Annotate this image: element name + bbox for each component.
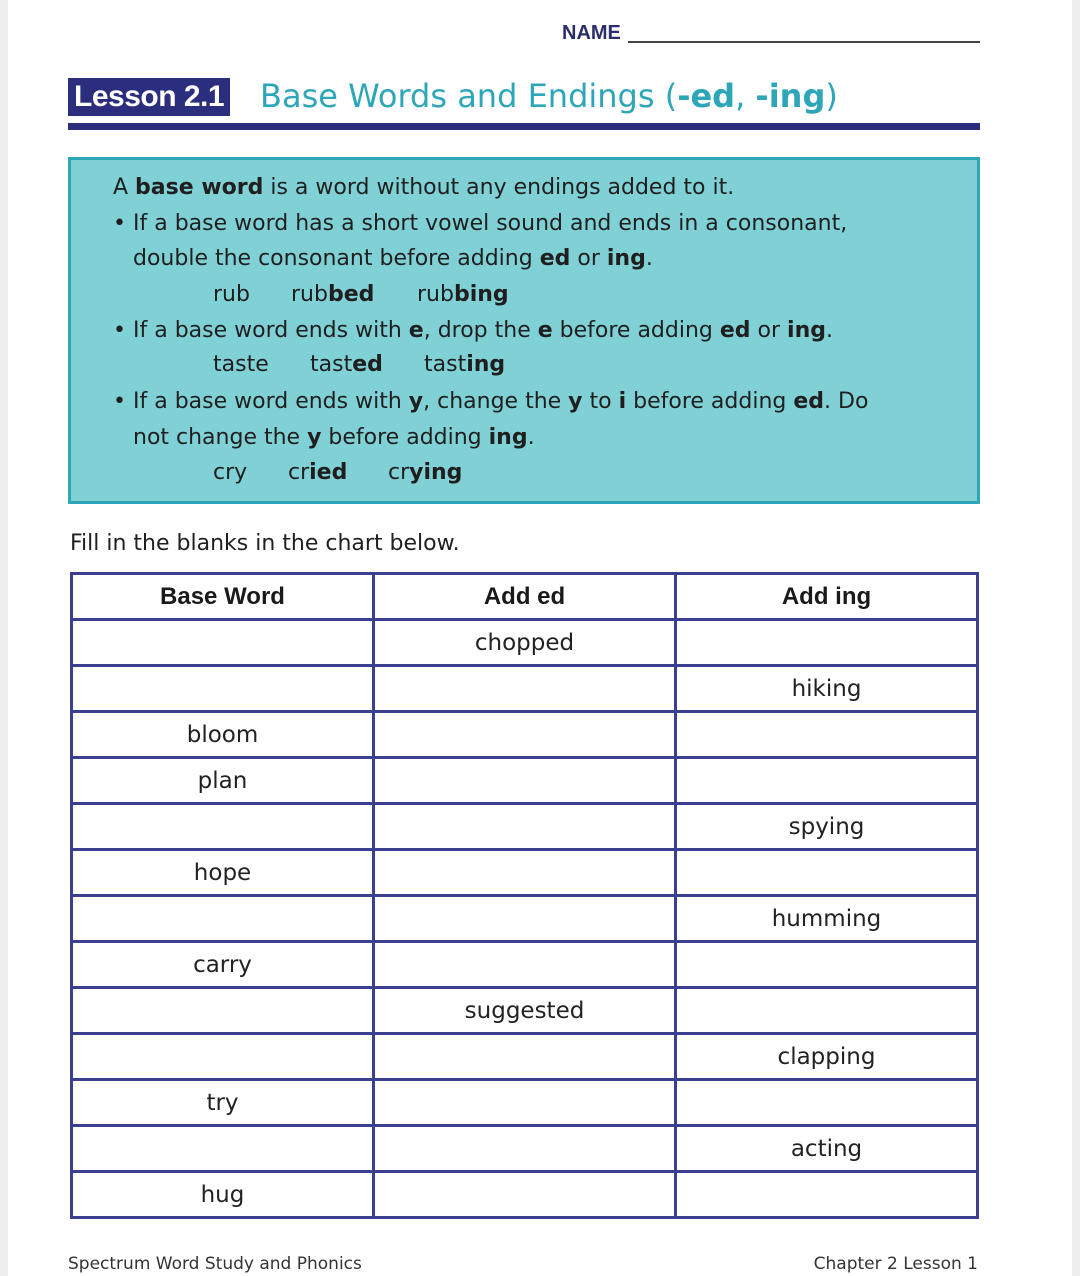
example-word: rub bbox=[213, 282, 250, 307]
cell-add-ed[interactable] bbox=[374, 1034, 676, 1080]
cell-add-ed[interactable] bbox=[374, 850, 676, 896]
table-row bbox=[72, 1080, 978, 1126]
cell-base-word: hug bbox=[72, 1172, 374, 1218]
word-chart bbox=[70, 572, 979, 1219]
example-word: cried bbox=[288, 460, 348, 485]
rule-box bbox=[68, 157, 980, 504]
cell-add-ing[interactable] bbox=[676, 1080, 978, 1126]
name-label: NAME bbox=[562, 22, 621, 44]
rule-3-line-2: not change the y before adding ing. bbox=[133, 425, 535, 450]
page-title: Base Words and Endings (-ed, -ing) bbox=[260, 77, 838, 115]
rule-1-line-2: double the consonant before adding ed or ing. bbox=[133, 246, 653, 271]
example-word: tasting bbox=[424, 352, 506, 377]
cell-add-ing: clapping bbox=[676, 1034, 978, 1080]
rule-2-line: If a base word ends with e, drop the e before adding ed or ing. bbox=[133, 318, 833, 343]
example-word: rubbed bbox=[291, 282, 375, 307]
cell-base-word[interactable] bbox=[72, 804, 374, 850]
cell-add-ing: acting bbox=[676, 1126, 978, 1172]
cell-base-word[interactable] bbox=[72, 1034, 374, 1080]
cell-add-ing[interactable] bbox=[676, 1172, 978, 1218]
table-row bbox=[72, 850, 978, 896]
example-word: taste bbox=[213, 352, 269, 377]
cell-add-ing[interactable] bbox=[676, 850, 978, 896]
cell-add-ing[interactable] bbox=[676, 712, 978, 758]
example-word: rubbing bbox=[417, 282, 509, 307]
cell-add-ed: chopped bbox=[374, 620, 676, 666]
table-row bbox=[72, 620, 978, 666]
cell-add-ed: suggested bbox=[374, 988, 676, 1034]
table-row bbox=[72, 712, 978, 758]
cell-base-word[interactable] bbox=[72, 896, 374, 942]
instruction-text: Fill in the blanks in the chart below. bbox=[70, 531, 460, 556]
table-row bbox=[72, 1126, 978, 1172]
cell-add-ed[interactable] bbox=[374, 1126, 676, 1172]
lesson-badge: Lesson 2.1 bbox=[68, 78, 230, 116]
bullet-2: • bbox=[113, 318, 126, 343]
cell-add-ing[interactable] bbox=[676, 988, 978, 1034]
intro-line: A base word is a word without any endings added to it. bbox=[113, 175, 735, 200]
table-row bbox=[72, 896, 978, 942]
bullet-3: • bbox=[113, 389, 126, 414]
footer-book-title: Spectrum Word Study and Phonics bbox=[68, 1254, 362, 1274]
rule-3-line-1: If a base word ends with y, change the y to i before adding ed. Do bbox=[133, 389, 869, 414]
title-divider bbox=[68, 123, 980, 130]
page-edge-right bbox=[1072, 0, 1080, 1276]
cell-add-ed[interactable] bbox=[374, 942, 676, 988]
table-row bbox=[72, 666, 978, 712]
example-word: crying bbox=[388, 460, 463, 485]
cell-add-ing: humming bbox=[676, 896, 978, 942]
bullet-1: • bbox=[113, 211, 126, 236]
cell-add-ing[interactable] bbox=[676, 620, 978, 666]
example-row-3 bbox=[213, 458, 462, 488]
rule-1-line-1: If a base word has a short vowel sound and ends in a consonant, bbox=[133, 211, 848, 236]
name-field bbox=[560, 20, 980, 50]
header-base-word: Base Word bbox=[72, 574, 374, 620]
cell-add-ed[interactable] bbox=[374, 758, 676, 804]
name-line[interactable] bbox=[628, 41, 980, 43]
page-edge-left bbox=[0, 0, 8, 1276]
cell-add-ing: spying bbox=[676, 804, 978, 850]
header-add-ed: Add ed bbox=[374, 574, 676, 620]
table-row bbox=[72, 942, 978, 988]
cell-base-word: hope bbox=[72, 850, 374, 896]
chart-header-row bbox=[72, 574, 978, 620]
cell-base-word[interactable] bbox=[72, 666, 374, 712]
footer-chapter: Chapter 2 Lesson 1 bbox=[813, 1254, 978, 1274]
cell-base-word[interactable] bbox=[72, 1126, 374, 1172]
cell-base-word: plan bbox=[72, 758, 374, 804]
example-row-1 bbox=[213, 280, 509, 310]
example-word: cry bbox=[213, 460, 248, 485]
cell-add-ing[interactable] bbox=[676, 758, 978, 804]
cell-add-ing: hiking bbox=[676, 666, 978, 712]
cell-add-ing[interactable] bbox=[676, 942, 978, 988]
example-row-2 bbox=[213, 350, 505, 380]
cell-add-ed[interactable] bbox=[374, 896, 676, 942]
cell-base-word: try bbox=[72, 1080, 374, 1126]
table-row bbox=[72, 988, 978, 1034]
cell-base-word: carry bbox=[72, 942, 374, 988]
cell-base-word: bloom bbox=[72, 712, 374, 758]
cell-add-ed[interactable] bbox=[374, 804, 676, 850]
cell-add-ed[interactable] bbox=[374, 1172, 676, 1218]
cell-add-ed[interactable] bbox=[374, 666, 676, 712]
table-row bbox=[72, 1172, 978, 1218]
example-word: tasted bbox=[310, 352, 383, 377]
cell-add-ed[interactable] bbox=[374, 1080, 676, 1126]
cell-base-word[interactable] bbox=[72, 620, 374, 666]
table-row bbox=[72, 1034, 978, 1080]
table-row bbox=[72, 804, 978, 850]
cell-base-word[interactable] bbox=[72, 988, 374, 1034]
header-add-ing: Add ing bbox=[676, 574, 978, 620]
cell-add-ed[interactable] bbox=[374, 712, 676, 758]
table-row bbox=[72, 758, 978, 804]
